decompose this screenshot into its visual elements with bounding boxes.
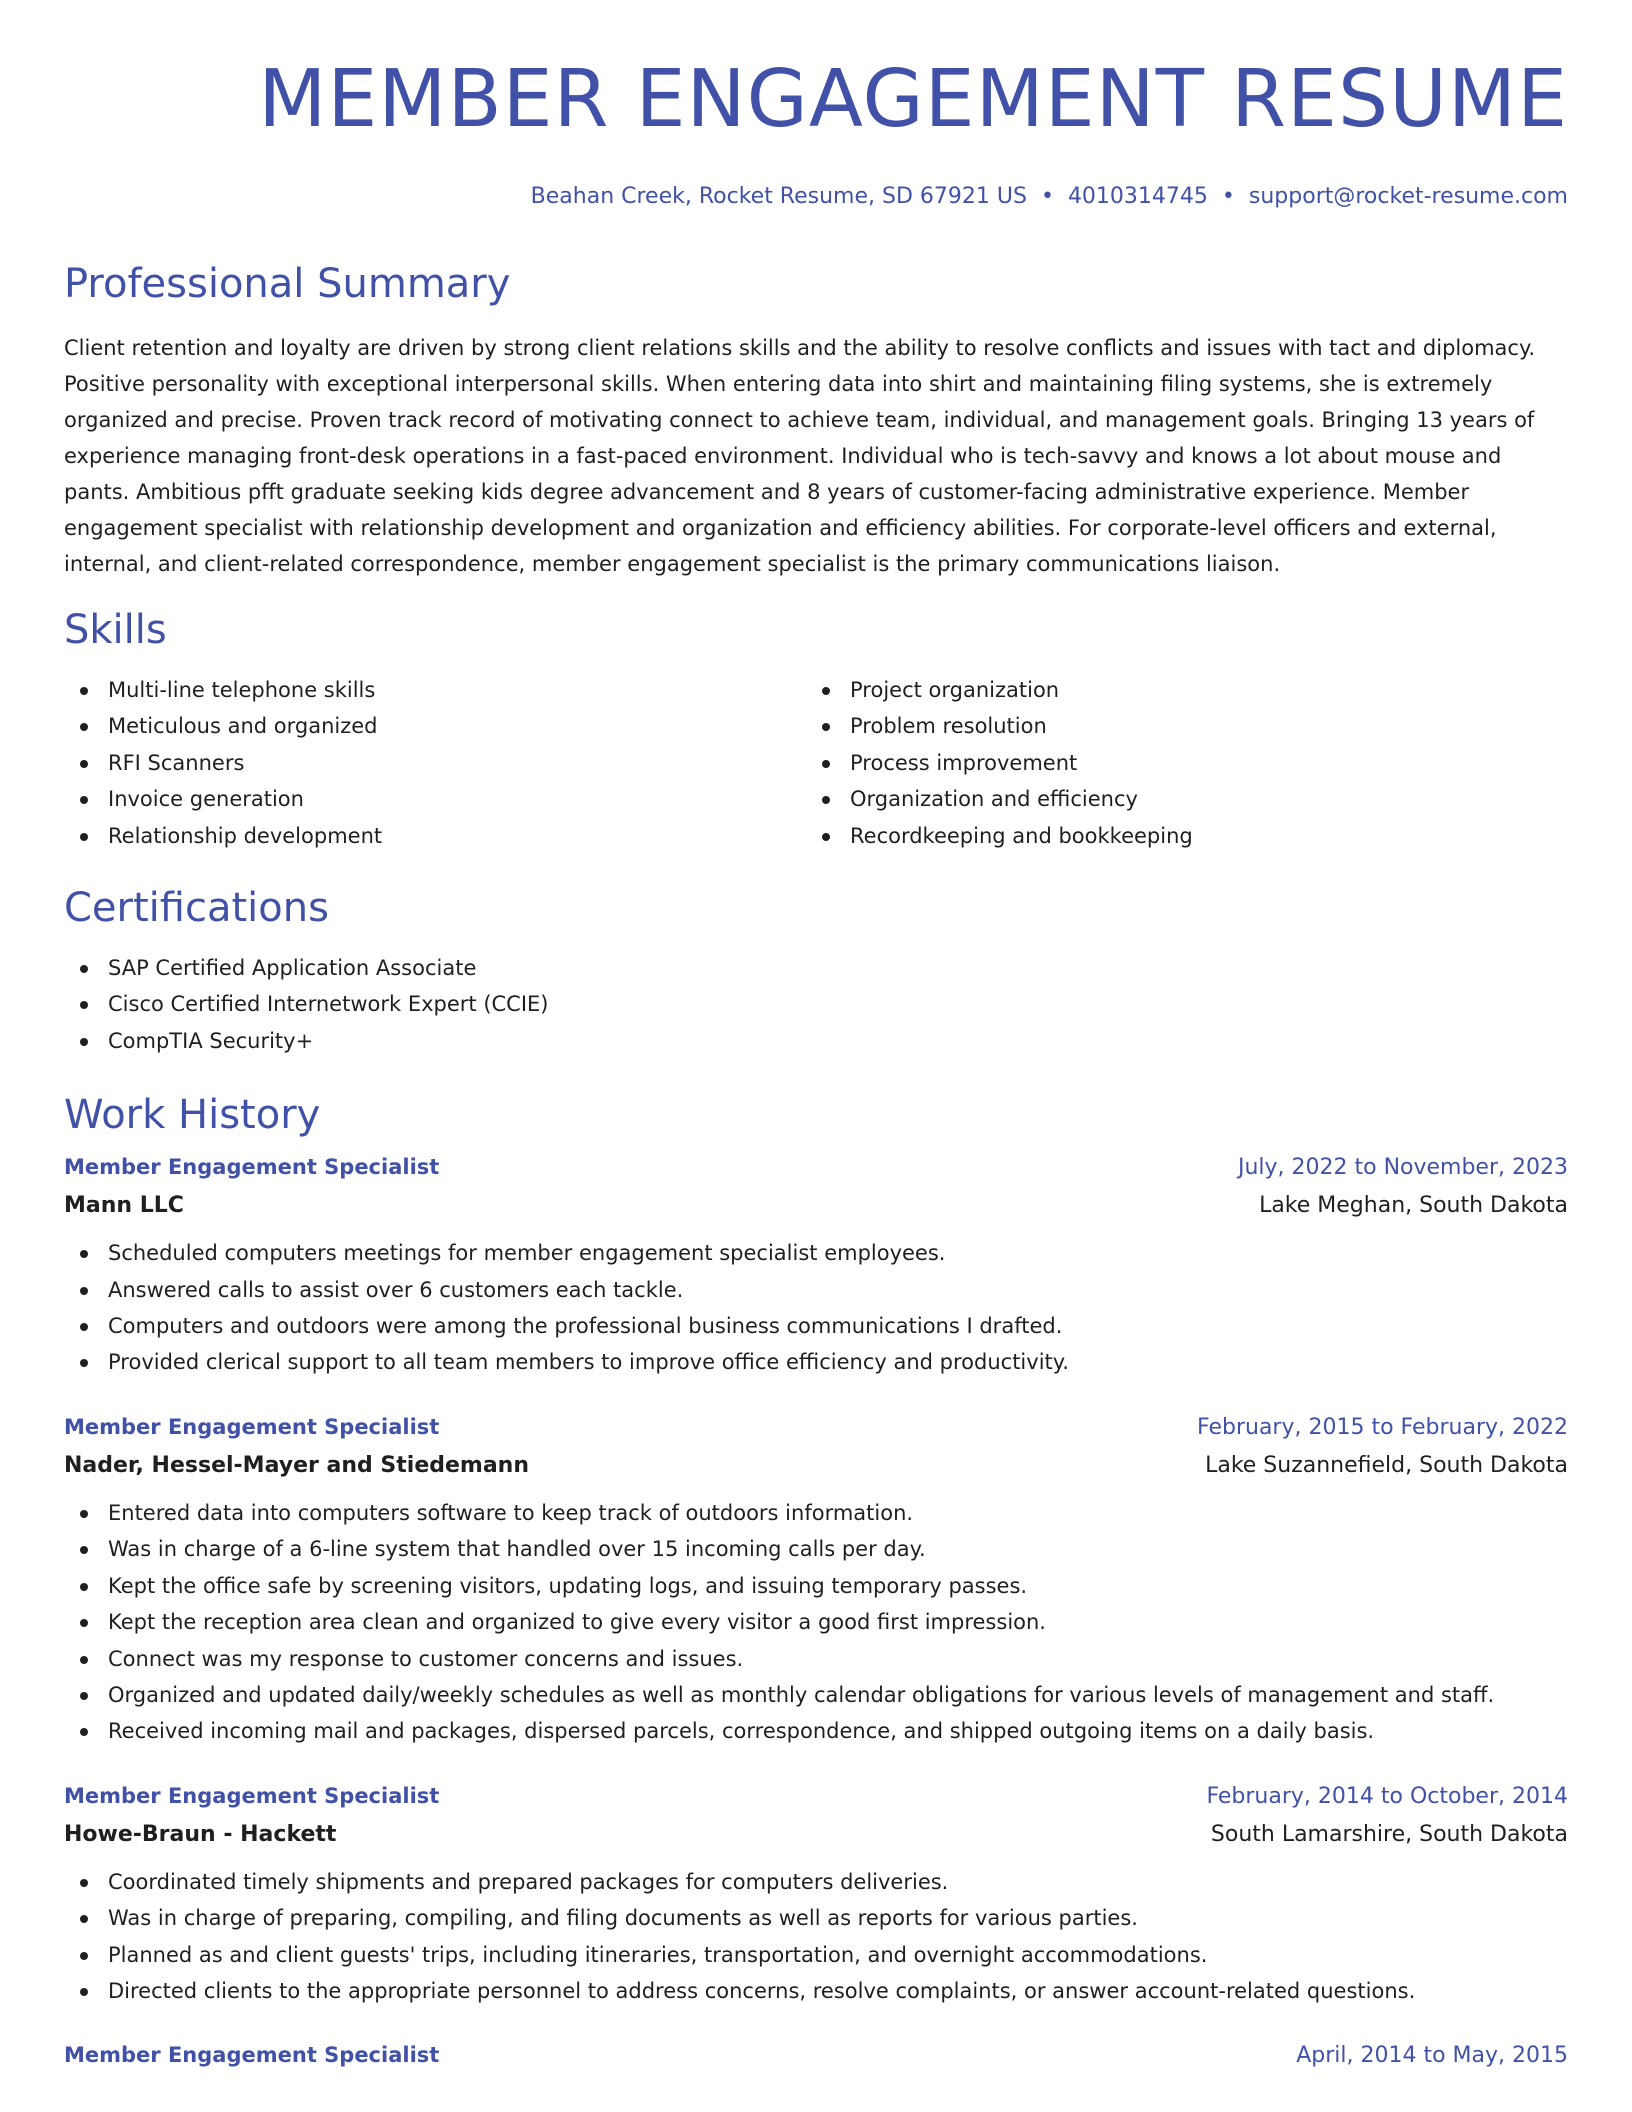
job-entry <box>64 1783 1568 2010</box>
work-history-heading: Work History <box>64 1092 321 1139</box>
skills-left-list <box>64 672 806 854</box>
job-duty: Coordinated timely shipments and prepared packages for computers deliveries. <box>64 1864 1568 1900</box>
job-duty: Planned as and client guests' trips, including itineraries, transportation, and overnight accommodations. <box>64 1937 1568 1973</box>
job-duties-list <box>64 1495 1568 1750</box>
job-dates: April, 2014 to May, 2015 <box>1296 2043 1568 2069</box>
skill-item: Organization and efficiency <box>806 781 1548 817</box>
job-duty: Scheduled computers meetings for member engagement specialist employees. <box>64 1235 1568 1271</box>
skill-item: Project organization <box>806 672 1548 708</box>
job-company: Mann LLC <box>64 1193 184 1219</box>
job-duty: Received incoming mail and packages, dispersed parcels, correspondence, and shipped outgoing items on a daily basis. <box>64 1713 1568 1749</box>
job-title: Member Engagement Specialist <box>64 1414 440 1439</box>
job-duty: Answered calls to assist over 6 customers each tackle. <box>64 1272 1568 1308</box>
job-duty: Provided clerical support to all team members to improve office efficiency and productivity. <box>64 1344 1568 1380</box>
contact-separator: • <box>1040 184 1054 209</box>
resume-header <box>64 0 1568 222</box>
job-subheader-row <box>64 1821 1568 1847</box>
skill-item: Invoice generation <box>64 781 806 817</box>
job-company: Howe-Braun - Hackett <box>64 1821 337 1847</box>
job-header-row <box>64 2045 1568 2067</box>
job-title: Member Engagement Specialist <box>64 2043 440 2068</box>
contact-separator: • <box>1221 184 1235 209</box>
skill-item: Recordkeeping and bookkeeping <box>806 818 1548 854</box>
job-dates: February, 2014 to October, 2014 <box>1206 1783 1568 1809</box>
job-duty: Computers and outdoors were among the professional business communications I drafted. <box>64 1308 1568 1344</box>
job-subheader-row <box>64 1195 1568 1217</box>
job-duty: Kept the office safe by screening visitors, updating logs, and issuing temporary passes. <box>64 1568 1568 1604</box>
job-duties-list <box>64 1864 1568 2010</box>
job-duty: Kept the reception area clean and organized to give every visitor a good first impression. <box>64 1604 1568 1640</box>
skill-item: Multi-line telephone skills <box>64 672 806 708</box>
job-duty: Connect was my response to customer concerns and issues. <box>64 1641 1568 1677</box>
job-title: Member Engagement Specialist <box>64 1155 440 1180</box>
skill-item: RFI Scanners <box>64 745 806 781</box>
job-duty: Organized and updated daily/weekly schedules as well as monthly calendar obligations for various levels of management and staff. <box>64 1677 1568 1713</box>
job-duty: Entered data into computers software to keep track of outdoors information. <box>64 1495 1568 1531</box>
skill-item: Relationship development <box>64 818 806 854</box>
job-duty: Was in charge of a 6-line system that handled over 15 incoming calls per day. <box>64 1531 1568 1567</box>
skill-item: Meticulous and organized <box>64 708 806 744</box>
job-entry <box>64 2045 1568 2067</box>
job-duty: Directed clients to the appropriate personnel to address concerns, resolve complaints, or answer account-related questions. <box>64 1973 1568 2009</box>
job-company: Nader, Hessel-Mayer and Stiedemann <box>64 1452 530 1478</box>
certifications-list <box>64 950 1568 1059</box>
certification-item: SAP Certified Application Associate <box>64 950 1568 986</box>
job-dates: February, 2015 to February, 2022 <box>1197 1414 1568 1440</box>
skills-heading: Skills <box>64 607 167 653</box>
job-duties-list <box>64 1235 1568 1381</box>
job-location: South Lamarshire, South Dakota <box>1210 1821 1568 1847</box>
job-entry <box>64 1414 1568 1750</box>
summary-text: Client retention and loyalty are driven by strong client relations skills and the ability to resolve conflicts and issues with tact and diplomacy. Positive personality with exceptional interpersonal skills. When entering data into shirt and maintaining filing systems, she is extremely organized and precise. Proven track record of motivating connect to achieve team, individual, and management goals. Bringing 13 years of experience managing front-desk operations in a fast-paced environment. Individual who is tech-savvy and knows a lot about mouse and pants. Ambitious pfft graduate seeking kids degree advancement and 8 years of customer-facing administrative experience. Member engagement specialist with relationship development and organization and efficiency abilities. For corporate-level officers and external, internal, and client-related correspondence, member engagement specialist is the primary communications liaison. <box>64 336 1536 576</box>
job-location: Lake Meghan, South Dakota <box>1259 1193 1568 1219</box>
job-dates: July, 2022 to November, 2023 <box>1237 1155 1568 1181</box>
contact-address: Beahan Creek, Rocket Resume, SD 67921 US <box>530 184 1027 209</box>
contact-line <box>64 152 1568 222</box>
resume-name: MEMBER ENGAGEMENT RESUME <box>258 53 1568 145</box>
skills-right-list <box>806 672 1548 854</box>
job-duty: Was in charge of preparing, compiling, and filing documents as well as reports for various parties. <box>64 1900 1568 1936</box>
skill-item: Problem resolution <box>806 708 1548 744</box>
job-header-row <box>64 1157 1568 1179</box>
certification-item: CompTIA Security+ <box>64 1023 1568 1059</box>
skills-columns <box>64 672 1568 854</box>
contact-phone: 4010314745 <box>1067 184 1208 209</box>
contact-email: support@rocket-resume.com <box>1248 184 1568 209</box>
summary-heading: Professional Summary <box>64 261 511 307</box>
certification-item: Cisco Certified Internetwork Expert (CCIE) <box>64 986 1568 1022</box>
job-entry <box>64 1157 1568 1381</box>
certifications-heading: Certifications <box>64 885 329 932</box>
job-header-row <box>64 1414 1568 1440</box>
job-header-row <box>64 1783 1568 1809</box>
job-subheader-row <box>64 1452 1568 1478</box>
job-title: Member Engagement Specialist <box>64 1783 440 1808</box>
skill-item: Process improvement <box>806 745 1548 781</box>
job-location: Lake Suzannefield, South Dakota <box>1205 1452 1568 1478</box>
